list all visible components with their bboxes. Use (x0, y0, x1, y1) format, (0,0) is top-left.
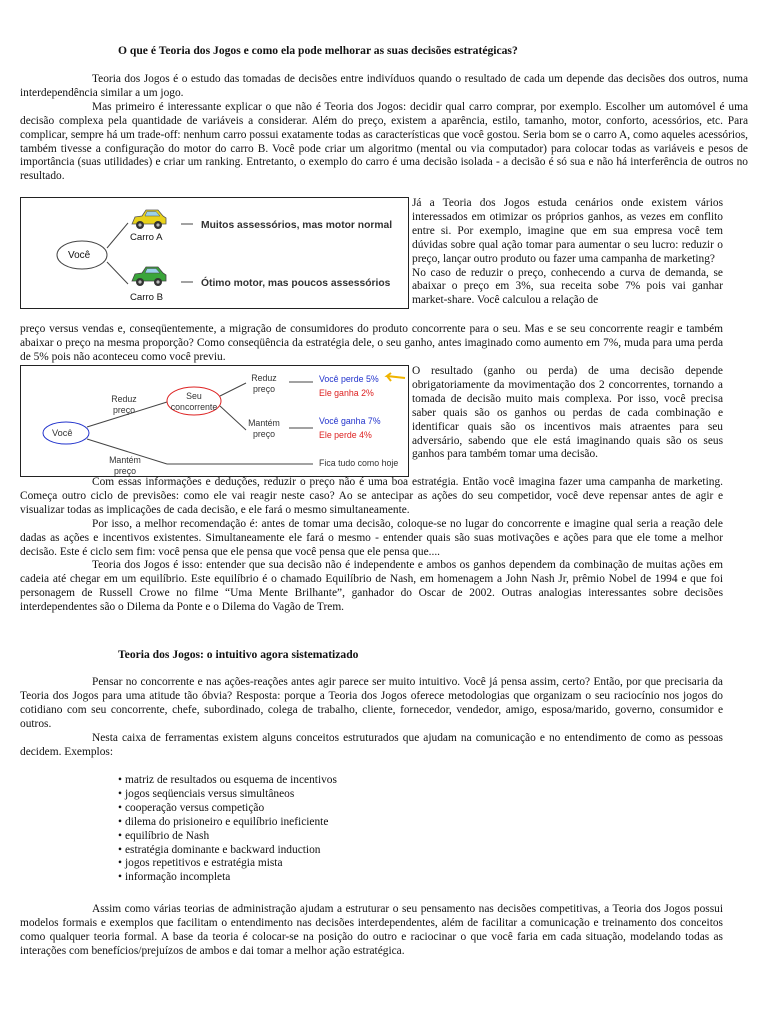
concorrente-mantem-label: Mantém preço (248, 418, 280, 439)
paragraph: O resultado (ganho ou perda) de uma decisão depende obrigatoriamente da movimentação dos 2 concorrentes, tornando a tomada de decisão muito mais complexa. Por isso, você precisa saber quais são os ganhos ou perdas de cada combinação e identificar quais são os incentivos mais atraentes para seu adversário, sabendo que ele está imaginando quais são os seus ganhos para também tomar uma decisão. (412, 365, 723, 461)
paragraph: Mas primeiro é interessante explicar o que não é Teoria dos Jogos: decidir qual carro comprar, por exemplo. Escolher um automóvel é uma decisão complexa pela quantidade de variáveis a considerar. Além do preço, existem a aparência, estilo, tamanho, motor, conforto, acessórios, etc. Para complicar, sempre há um trade-off: nenhum carro possui exatamente todas as características que você gostou. Seria bom se o carro A, como aqueles acessórios, também tivesse a configuração do motor do carro B. Você pode criar um algoritmo (mental ou via computador) para colocar todas as variáveis e pesos de importância (suas utilidades) e criar um ranking. Entretanto, o exemplo do carro é uma decisão isolada - a decisão é só sua e não há interferência de outros no resultado. (20, 100, 748, 183)
paragraph: No caso de reduzir o preço, conhecendo a curva de demanda, se abaixar o preço em 3%, sua receita sobe 7% pois vai ganhar market-share. Você calculou a relação de (412, 266, 723, 307)
paragraph: Nesta caixa de ferramentas existem alguns conceitos estruturados que ajudam na comunicação e no entendimento de como as pessoas decidem. Exemplos: (20, 731, 723, 758)
car-b-icon (129, 264, 169, 288)
list-item: • dilema do prisioneiro e equilíbrio ineficiente (118, 816, 337, 830)
closing-text (20, 903, 723, 959)
paragraph: Teoria dos Jogos é o estudo das tomadas de decisões entre indivíduos quando o resultado de cada um depende das decisões dos outros, numa interdependência similar a um jogo. (20, 73, 748, 99)
middle-text (20, 323, 723, 365)
intro-text (20, 73, 748, 184)
reduz-preco-label: Reduz preço (111, 394, 137, 415)
outcome-voce-ganha: Você ganha 7% (319, 416, 381, 426)
car-comparison-figure (20, 197, 409, 309)
side-text-2 (412, 365, 723, 462)
carro-a-description: Muitos assessórios, mas motor normal (201, 220, 393, 231)
list-item: • jogos seqüenciais versus simultâneos (118, 788, 337, 802)
paragraph: Com essas informações e deduções, reduzir o preço não é uma boa estratégia. Então você imagina fazer uma campanha de marketing. Começa outro ciclo de previsões: como ele vai reagir neste caso? Ao se antecipar as ações do seu competidor, você deve repensar antes de agir e visualizar todas as implicações de cada decisão, e ele fará o mesmo simultaneamente. (20, 476, 723, 516)
paragraph: Já a Teoria dos Jogos estuda cenários onde existem vários interessados em otimizar os próprios ganhos, as vezes em conflito entre si. Por exemplo, imagine que em sua empresa você tem dúvidas sobre qual ação tomar para aumentar o seu lucro: reduzir o preço, lançar outro produto ou fazer uma campanha de marketing? (412, 197, 723, 265)
paragraph: Assim como várias teorias de administração ajudam a estruturar o seu pensamento nas decisões competitivas, a Teoria dos Jogos possui modelos formais e exemplos que facilitam o entendimento nas decisões interdependentes, além de facilitar a comunicação e treinamento dos conceitos como qualquer teoria formal. A base da teoria é colocar-se na posição do outro e raciocinar o que você faria em cada situação, modelando todas as interações com benefícios/prejuízos de ambos e dai tomar a melhor ação estratégica. (20, 903, 723, 957)
outcome-ele-ganha: Ele ganha 2% (319, 388, 374, 398)
section-heading: Teoria dos Jogos: o intuitivo agora sistematizado (118, 648, 359, 661)
list-item: • informação incompleta (118, 871, 337, 885)
outcome-fica-igual: Fica tudo como hoje (319, 458, 399, 468)
outcome-voce-perde: Você perde 5% (319, 374, 379, 384)
mantem-preco-label: Mantém preço (109, 455, 141, 476)
list-item: • jogos repetitivos e estratégia mista (118, 857, 337, 871)
outcome-ele-perde: Ele perde 4% (319, 430, 372, 440)
paragraph: Teoria dos Jogos é isso: entender que sua decisão não é independente e ambos os ganhos dependem da combinação de muitas ações em cadeia até chegar em um equilíbrio. Este equilíbrio é o chamado Equilíbrio de Nash, em homenagem a John Nash Jr, prêmio Nobel de 1994 e que foi personagem de Russell Crowe no filme “Uma Mente Brilhante”, ganhador do Oscar de 2002. Outras analogias interessantes sobre decisões interdependentes são o Dilema da Ponte e o Dilema do Vagão de Trem. (20, 559, 723, 614)
seu-concorrente-node: Seu concorrente (170, 391, 218, 412)
section-text (20, 676, 723, 759)
concepts-list (118, 774, 337, 885)
car-a-icon (129, 207, 169, 231)
carro-b-description: Ótimo motor, mas poucos assessórios (201, 278, 391, 289)
list-item: • matriz de resultados ou esquema de incentivos (118, 774, 337, 788)
voce-node: Você (52, 428, 73, 438)
carro-a-label: Carro A (130, 232, 163, 243)
document-title: O que é Teoria dos Jogos e como ela pode melhorar as suas decisões estratégicas? (118, 44, 518, 57)
list-item: • equilíbrio de Nash (118, 830, 337, 844)
paragraph: Pensar no concorrente e nas ações-reações antes agir parece ser muito intuitivo. Você já pensa assim, certo? Então, por que precisaria da Teoria dos Jogos para uma atitude tão óbvia? Resposta: porque a Teoria dos Jogos oferece metodologias que organizam o seu raciocínio nos jogos do cotidiano com seu concorrente, chefe, subordinado, colega de trabalho, cliente, fornecedor, vendedor, amigo, esposa/marido, governo, consumidor e outros. (20, 676, 723, 730)
voce-label: Você (68, 250, 91, 261)
list-item: • estratégia dominante e backward induction (118, 844, 337, 858)
after-figure-text (20, 476, 723, 615)
paragraph: preço versus vendas e, conseqüentemente, a migração de consumidores do produto concorrente para o seu. Mas e se seu concorrente reagir e também abaixar o preço na mesma proporção? Como conseqüência da estratégia dele, o seu ganho, antes imaginado como aumento em 7%, muda para uma perda de 5% pois não aconteceu como você previu. (20, 323, 723, 363)
concorrente-reduz-label: Reduz preço (251, 373, 277, 394)
decision-tree-figure (20, 365, 409, 477)
side-text-1 (412, 197, 723, 308)
carro-b-label: Carro B (130, 292, 164, 303)
paragraph: Por isso, a melhor recomendação é: antes de tomar uma decisão, coloque-se no lugar do concorrente e imagine qual seria a reação dele dadas as ações e incentivos existentes. Simultaneamente ele fará o mesmo - entender quais são suas motivações e ações para que ele tome a melhor decisão. Este é ciclo sem fim: você pensa que ele pensa que você pensa que ele pensa que.... (20, 517, 723, 558)
list-item: • cooperação versus competição (118, 802, 337, 816)
